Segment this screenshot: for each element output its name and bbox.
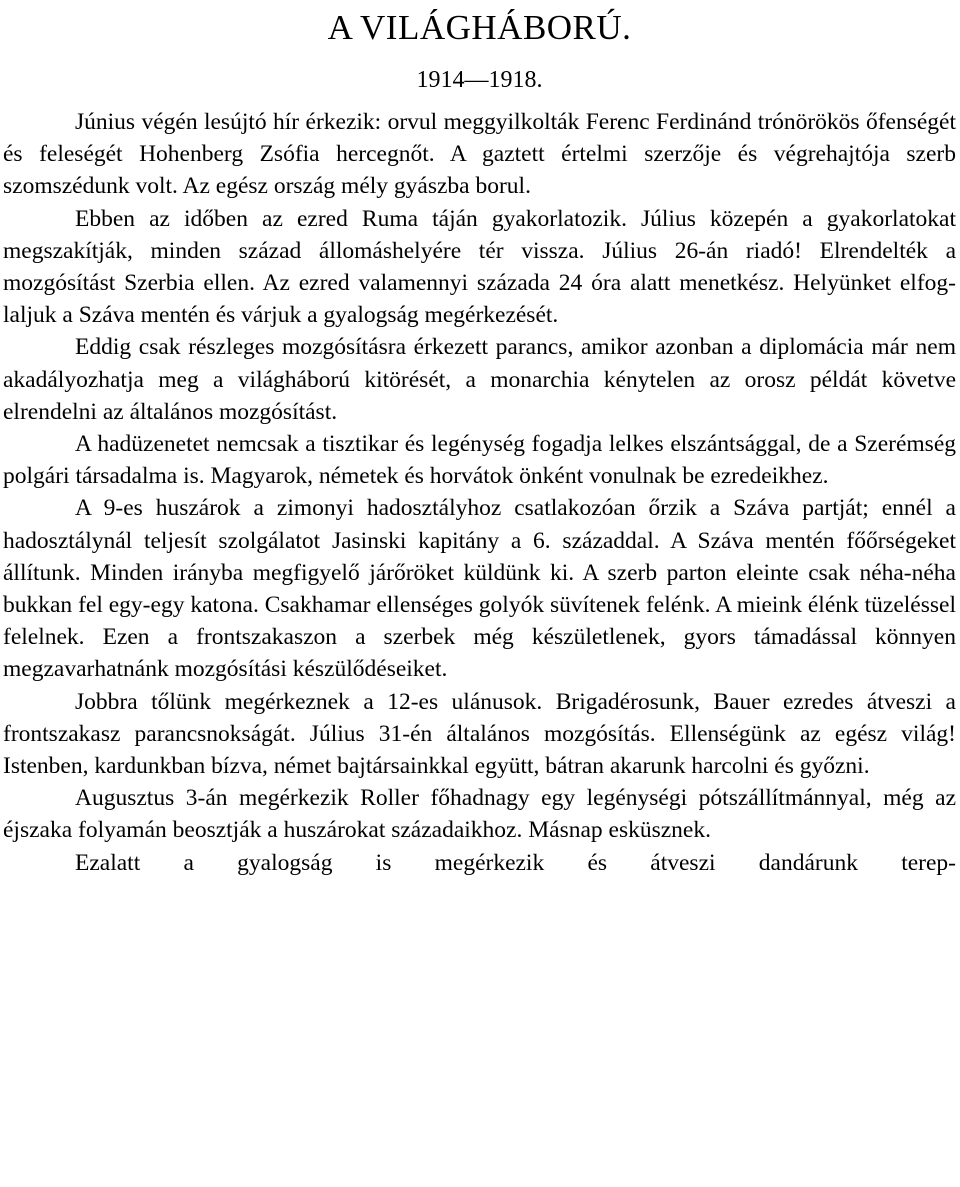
paragraph: Eddig csak részleges mozgósításra érkezett parancs, amikor azonban a diplomácia már nem akadályozhatja meg a világháború kitörését, a monarchia kénytelen az orosz példát követve elrendelni az általános mozgósítást. xyxy=(3,334,956,425)
body-text xyxy=(3,106,956,879)
chapter-years: 1914—1918. xyxy=(416,67,543,93)
chapter-title: A VILÁGHÁBORÚ. xyxy=(327,8,632,47)
paragraph: A 9-es huszárok a zimonyi hadosztályhoz csatlakozóan őrzik a Száva partját; ennél a hadosztálynál teljesít szolgálatot Jasinski kapitány a 6. századdal. A Száva mentén főőrségeket állítunk. Minden irányba megfigyelő járőröket küldünk ki. A szerb parton eleinte csak néha-néha bukkan fel egy-egy katona. Csakhamar ellenséges golyók süvítenek felénk. A mieink élénk tüzeléssel felelnek. Ezen a frontszakaszon a szerbek még készületlenek, gyors támadással könnyen megzavarhatnánk mozgósítási készülődéseiket. xyxy=(3,495,956,683)
paragraph: Jobbra tőlünk megérkeznek a 12-es ulánusok. Brigadérosunk, Bauer ezredes átveszi a frontszakasz parancsnokságát. Július 31-én általános mozgósítás. Ellenségünk az egész világ! Istenben, kardunkban bízva, német bajtársainkkal együtt, bátran akarunk harcolni és győzni. xyxy=(3,688,956,780)
paragraph: Ebben az időben az ezred Ruma táján gyakorlatozik. Július közepén a gyakorlatokat megszakítják, minden század állomáshelyére tér vissza. Július 26-án riadó! Elrendelték a mozgósítást Szerbia ellen. Az ezred valamennyi százada 24 óra alatt menetkész. Helyünket elfoglaljuk a Száva mentén és várjuk a gyalogság megérkezését. xyxy=(3,205,956,329)
paragraph-continued: Ezalatt a gyalogság is megérkezik és átveszi dandárunk terep- xyxy=(75,849,956,876)
paragraph: Augusztus 3-án megérkezik Roller főhadnagy egy legénységi pótszállítmánnyal, még az éjszaka folyamán beosztják a huszárokat századaikhoz. Másnap esküsznek. xyxy=(3,785,956,844)
paragraph: A hadüzenetet nemcsak a tisztikar és legénység fogadja lelkes elszántsággal, de a Szerémség polgári társadalma is. Magyarok, németek és horvátok önként vonulnak be ezredeikhez. xyxy=(3,431,956,490)
paragraph: Június végén lesújtó hír érkezik: orvul meggyilkolták Ferenc Ferdinánd trónörökös őfenségét és feleségét Hohenberg Zsófia hercegnőt. A gaztett értelmi szerzője és végrehajtója szerb szomszédunk volt. Az egész ország mély gyászba borul. xyxy=(3,109,956,200)
